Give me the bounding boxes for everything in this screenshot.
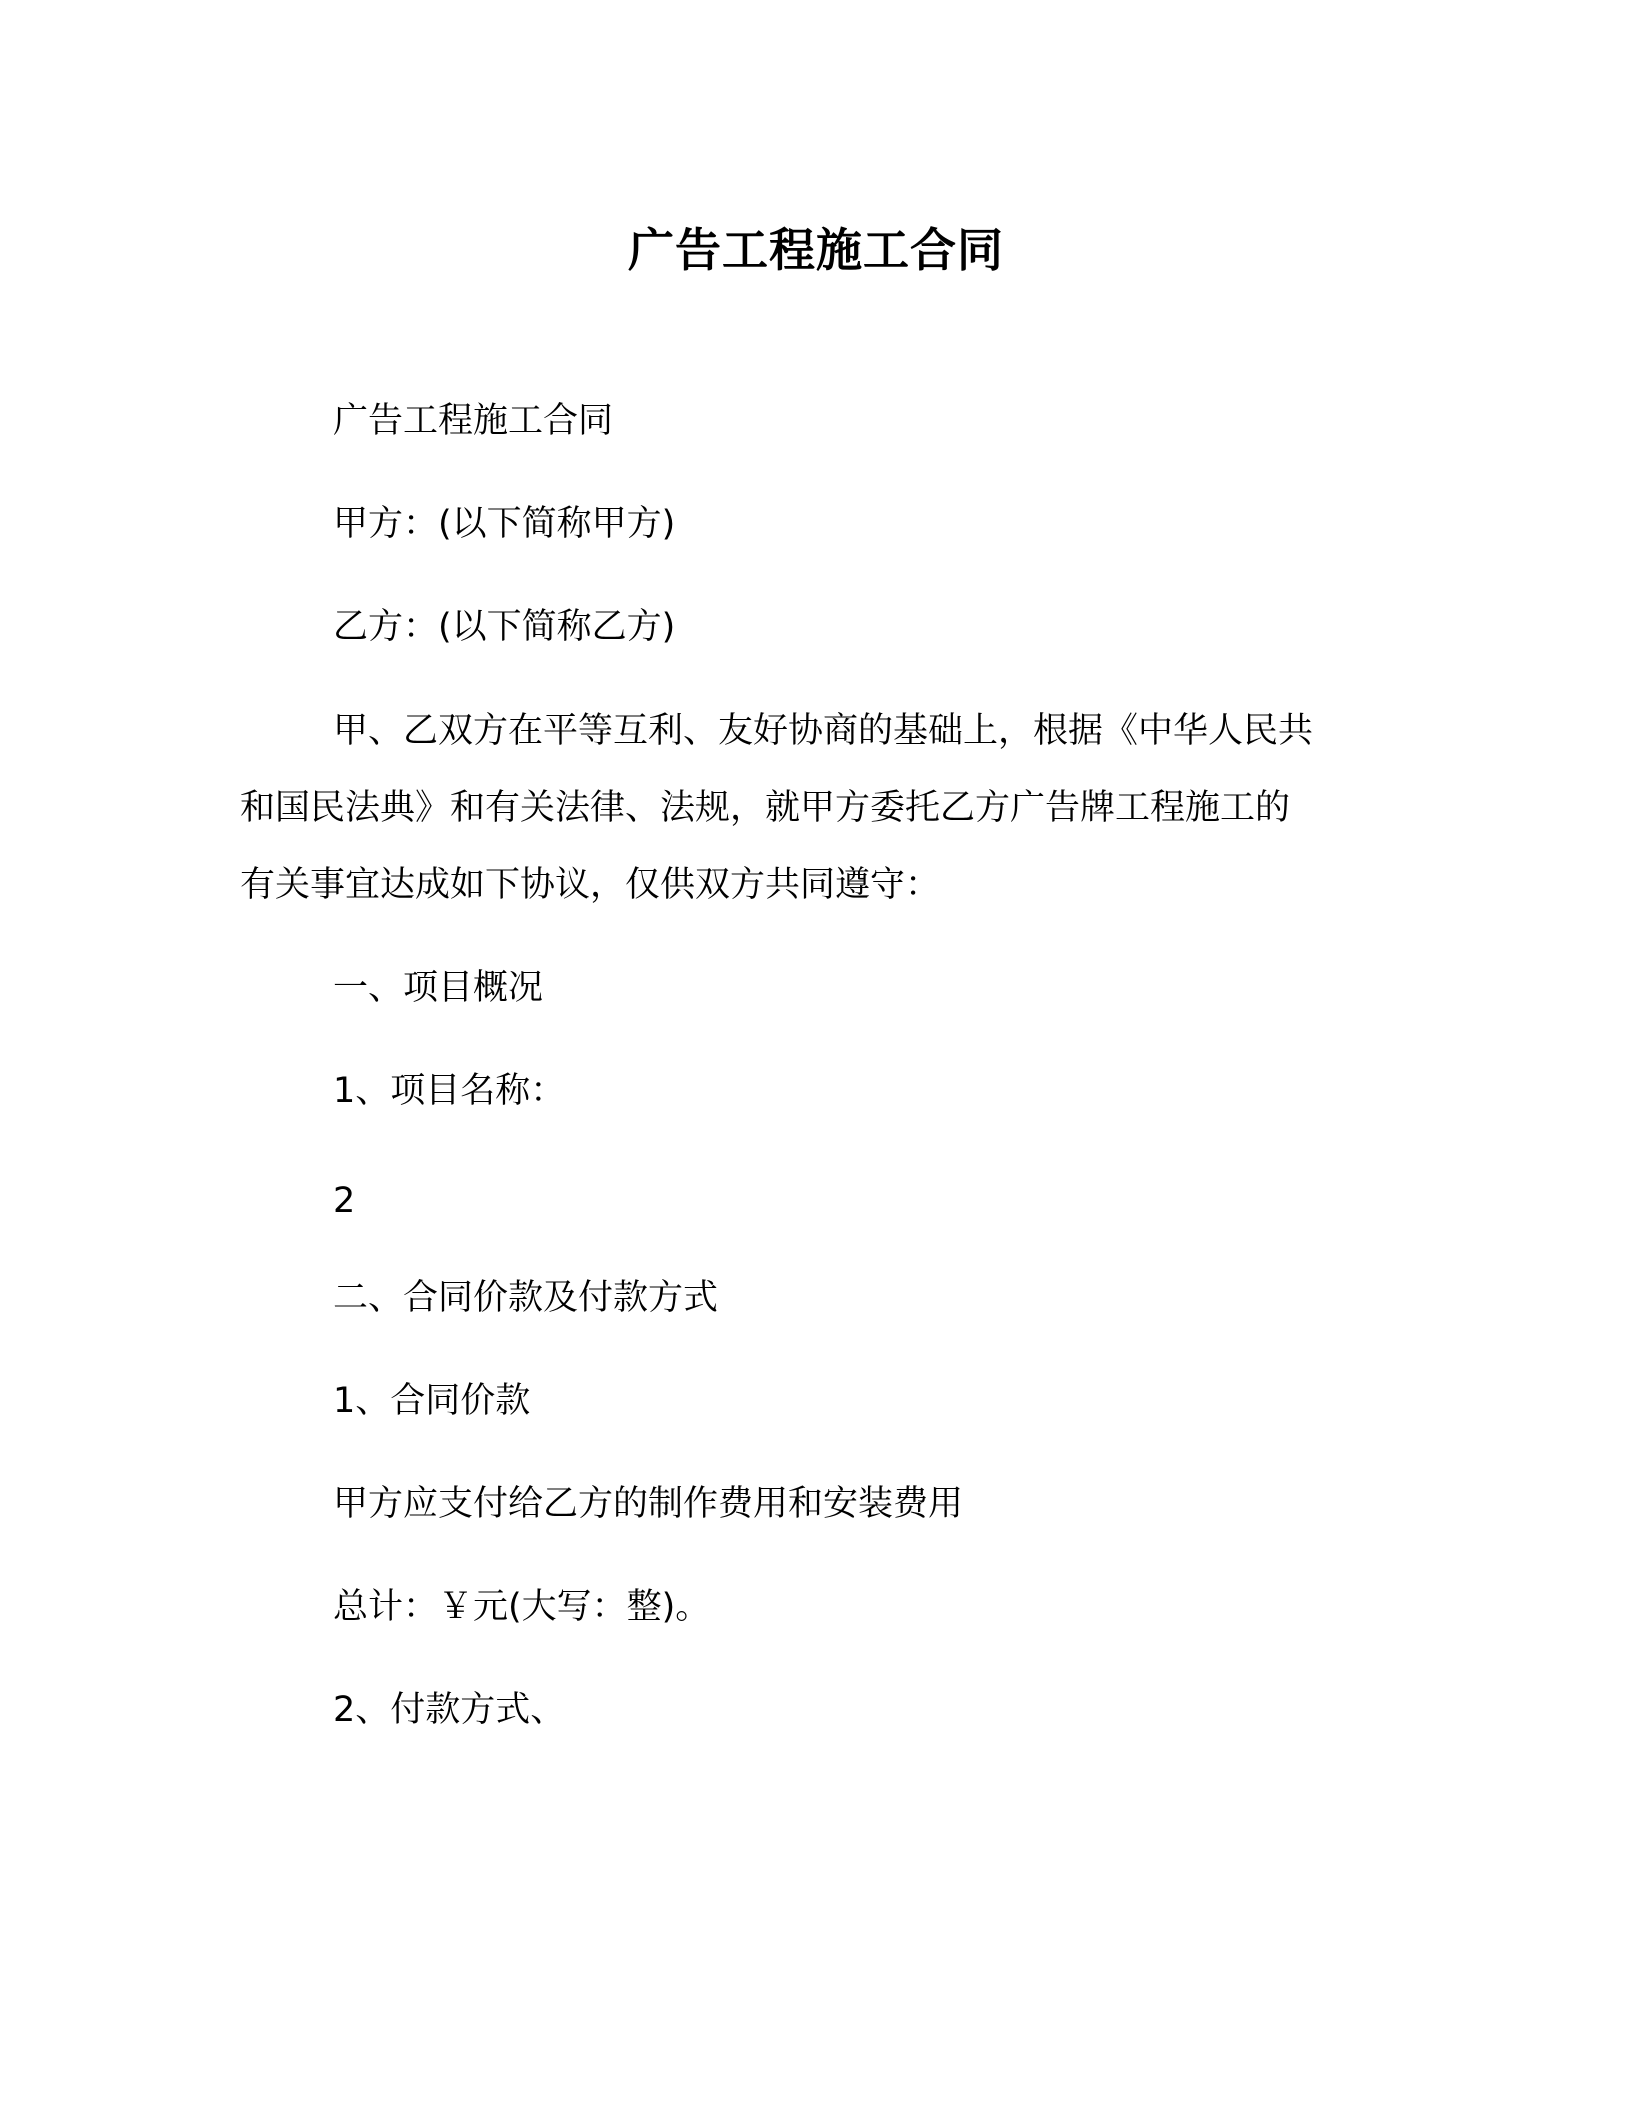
section-2-heading: 二、合同价款及付款方式: [333, 1278, 719, 1318]
section-1-heading: 一、项目概况: [333, 968, 544, 1008]
project-name-line: 1、项目名称：: [333, 1071, 566, 1111]
total-line: 总计：￥元(大写：整)。: [333, 1587, 711, 1627]
intro-line-2: 和国民法典》和有关法律、法规，就甲方委托乙方广告牌工程施工的: [240, 788, 1291, 828]
fees-line: 甲方应支付给乙方的制作费用和安装费用: [333, 1484, 964, 1524]
contract-name-line: 广告工程施工合同: [333, 401, 614, 441]
item-2-line: 2: [333, 1181, 356, 1221]
party-a-line: 甲方：(以下简称甲方): [333, 504, 676, 544]
intro-line-3: 有关事宜达成如下协议，仅供双方共同遵守：: [240, 865, 941, 905]
intro-line-1: 甲、乙双方在平等互利、友好协商的基础上，根据《中华人民共: [333, 711, 1314, 751]
document-title: 广告工程施工合同: [628, 223, 1004, 277]
party-b-line: 乙方：(以下简称乙方): [333, 607, 676, 647]
contract-price-line: 1、合同价款: [333, 1381, 531, 1421]
payment-method-line: 2、付款方式、: [333, 1690, 566, 1730]
intro-paragraph: [240, 693, 1400, 924]
